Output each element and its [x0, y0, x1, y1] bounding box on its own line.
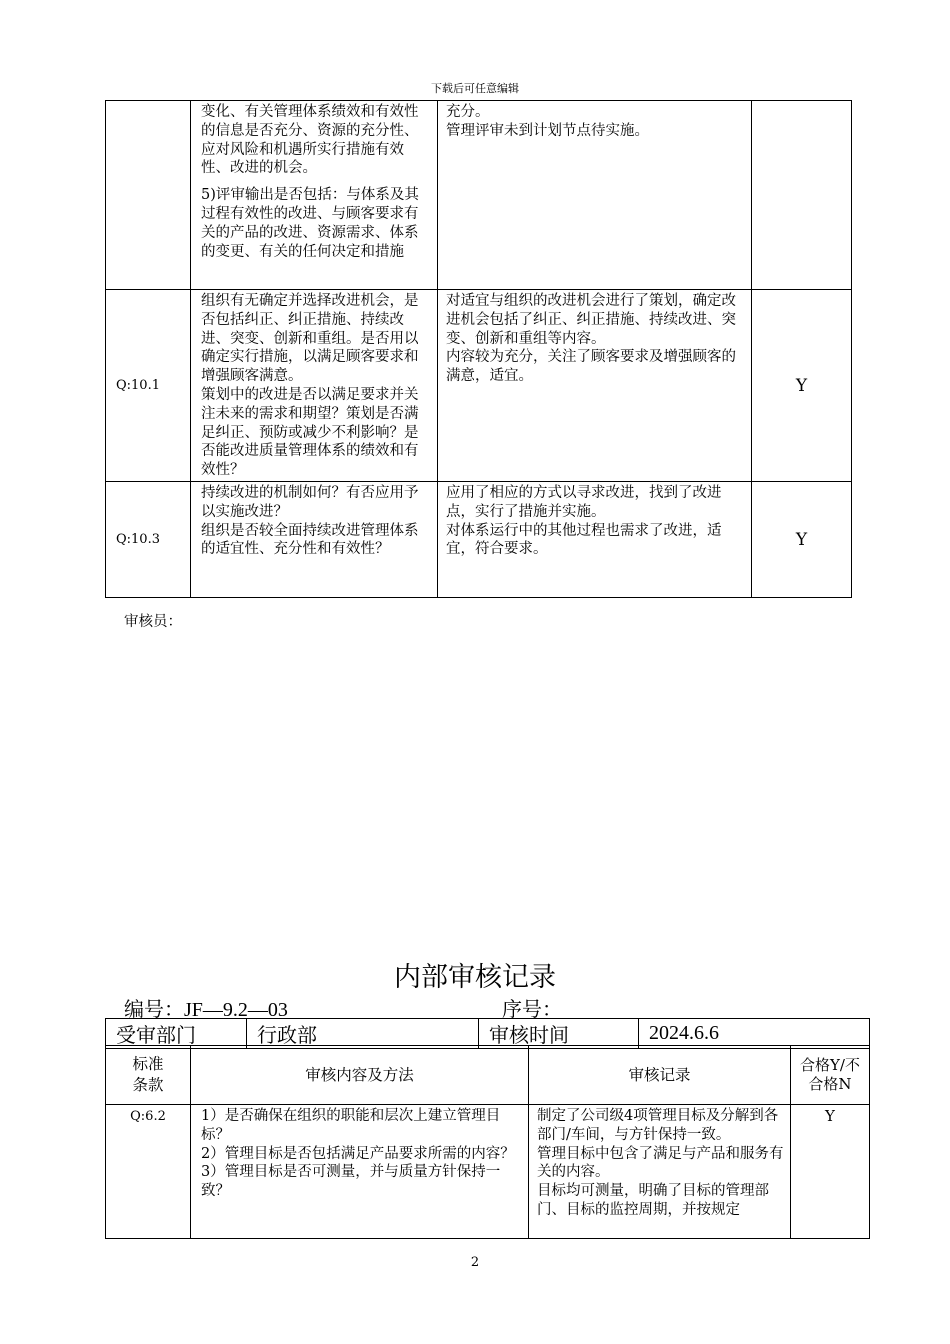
content-para: 持续改进的机制如何？有否应用予以实施改进？: [201, 485, 419, 520]
table-row: [106, 290, 852, 482]
content-para: 组织是否较全面持续改进管理体系的适宜性、充分性和有效性？: [201, 522, 419, 558]
record-para: 充分。: [446, 104, 490, 120]
time-value: 2024.6.6: [639, 1019, 870, 1049]
clause-cell: Q:6.2: [106, 1105, 191, 1239]
record-title: 内部审核记录: [394, 962, 556, 993]
record-para: 对适宜与组织的改进机会进行了策划，确定改进机会包括了纠正、纠正措施、持续改进、突变、创新和重组等内容。: [446, 293, 736, 347]
record-cell: [529, 1105, 791, 1239]
record-para: 制定了公司级4项管理目标及分解到各部门/车间，与方针保持一致。: [537, 1108, 779, 1143]
header-result: 合格Y/不合格N: [791, 1046, 870, 1105]
content-cell: [191, 1105, 529, 1239]
result-cell: Y: [752, 290, 852, 482]
number-value: JF—9.2—03: [184, 999, 288, 1021]
header-record: 审核记录: [529, 1046, 791, 1105]
content-cell: [191, 101, 438, 290]
audit-table-continued: [105, 100, 852, 598]
result-cell: Y: [752, 482, 852, 598]
header-note: 下载后可任意编辑: [431, 82, 519, 95]
number-label: 编号：: [124, 999, 184, 1021]
auditor-label: 审核员：: [124, 614, 182, 630]
clause-cell: [106, 101, 191, 290]
record-para: 管理目标中包含了满足与产品和服务有关的内容。: [537, 1145, 784, 1181]
content-para: 组织有无确定并选择改进机会，是否包括纠正、纠正措施、持续改进、突变、创新和重组。是否用以确定实行措施，以满足顾客要求和增强顾客满意。: [201, 293, 419, 385]
content-para: 3）管理目标是否可测量，并与质量方针保持一致？: [201, 1164, 501, 1200]
content-para: 2）管理目标是否包括满足产品要求所需的内容？: [201, 1145, 515, 1162]
content-para: 变化、有关管理体系绩效和有效性的信息是否充分、资源的充分性、应对风险和机遇所实行措施有效性、改进的机会。: [201, 104, 419, 177]
content-cell: [191, 290, 438, 482]
header-row: [106, 1046, 870, 1105]
table-row: [106, 1105, 870, 1239]
record-cell: [438, 290, 752, 482]
content-cell: [191, 482, 438, 598]
clause-cell: Q:10.1: [106, 290, 191, 482]
header-method: 审核内容及方法: [191, 1046, 529, 1105]
dept-label: 受审部门: [106, 1019, 247, 1049]
audit-table: [105, 1045, 870, 1239]
page-number: 2: [470, 1255, 480, 1270]
record-cell: [438, 101, 752, 290]
record-para: 目标均可测量，明确了目标的管理部门、目标的监控周期，并按规定: [537, 1183, 769, 1218]
result-cell: [752, 101, 852, 290]
dept-value: 行政部: [247, 1019, 479, 1049]
sequence-label: 序号：: [502, 999, 562, 1021]
record-para: 应用了相应的方式以寻求改进，找到了改进点，实行了措施并实施。: [446, 485, 722, 520]
header-clause: 标准条款: [106, 1046, 191, 1105]
record-para: 内容较为充分，关注了顾客要求及增强顾客的满意，适宜。: [446, 349, 736, 385]
content-para: 1）是否确保在组织的职能和层次上建立管理目标？: [201, 1108, 501, 1143]
time-label: 审核时间: [479, 1019, 639, 1049]
table-row: [106, 482, 852, 598]
result-cell: Y: [791, 1105, 870, 1239]
record-para: 管理评审未到计划节点待实施。: [446, 122, 649, 139]
info-row: [106, 1019, 870, 1049]
content-para: 策划中的改进是否以满足要求并关注未来的需求和期望？策划是否满足纠正、预防或减少不利影响？是否能改进质量管理体系的绩效和有效性？: [201, 386, 419, 479]
content-para: 5)评审输出是否包括：与体系及其过程有效性的改进、与顾客要求有关的产品的改进、资源需求、体系的变更、有关的任何决定和措施: [201, 187, 419, 260]
record-para: 对体系运行中的其他过程也需求了改进，适宜，符合要求。: [446, 522, 722, 558]
clause-cell: Q:10.3: [106, 482, 191, 598]
table-row: [106, 101, 852, 290]
record-cell: [438, 482, 752, 598]
